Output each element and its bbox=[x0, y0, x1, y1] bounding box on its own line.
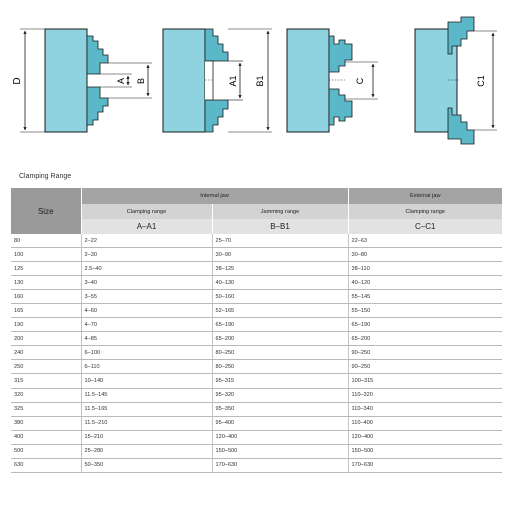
header-col-a: A–A1 bbox=[81, 219, 212, 234]
cell-c-c1: 90–250 bbox=[348, 346, 502, 360]
cell-c-c1: 65–200 bbox=[348, 332, 502, 346]
clamping-range-table bbox=[11, 188, 502, 473]
cell-a-a1: 15–210 bbox=[81, 430, 212, 444]
cell-b-b1: 95–400 bbox=[212, 416, 348, 430]
table-row bbox=[11, 262, 502, 276]
upper-jaw bbox=[448, 17, 474, 54]
cell-b-b1: 95–320 bbox=[212, 388, 348, 402]
chuck-body bbox=[45, 29, 87, 132]
cell-c-c1: 110–340 bbox=[348, 402, 502, 416]
cell-size: 160 bbox=[11, 290, 81, 304]
cell-c-c1: 30–80 bbox=[348, 248, 502, 262]
cell-c-c1: 170–630 bbox=[348, 458, 502, 472]
cell-b-b1: 150–500 bbox=[212, 444, 348, 458]
table-row bbox=[11, 248, 502, 262]
figure-internal-small bbox=[12, 29, 152, 132]
figure-external-large bbox=[415, 17, 497, 144]
table-row bbox=[11, 444, 502, 458]
cell-a-a1: 50–350 bbox=[81, 458, 212, 472]
cell-b-b1: 30–90 bbox=[212, 248, 348, 262]
cell-a-a1: 3–40 bbox=[81, 276, 212, 290]
dim-label-b1: B1 bbox=[255, 75, 265, 87]
cell-a-a1: 4–70 bbox=[81, 318, 212, 332]
cell-a-a1: 3–55 bbox=[81, 290, 212, 304]
header-internal-jaw: Internal jaw bbox=[81, 188, 348, 204]
cell-size: 125 bbox=[11, 262, 81, 276]
lower-jaw bbox=[205, 100, 228, 132]
dim-label-c1: C1 bbox=[476, 75, 486, 87]
cell-c-c1: 90–250 bbox=[348, 360, 502, 374]
header-clamping-range-internal: Clamping range bbox=[81, 204, 212, 219]
table-row bbox=[11, 304, 502, 318]
cell-a-a1: 4–60 bbox=[81, 304, 212, 318]
chuck-body bbox=[163, 29, 205, 132]
header-external-jaw: External jaw bbox=[348, 188, 502, 204]
cell-size: 380 bbox=[11, 416, 81, 430]
table-row bbox=[11, 430, 502, 444]
cell-b-b1: 95–315 bbox=[212, 374, 348, 388]
lower-jaw bbox=[448, 108, 474, 144]
cell-b-b1: 38–125 bbox=[212, 262, 348, 276]
header-clamping-range-external: Clamping range bbox=[348, 204, 502, 219]
lower-jaw bbox=[87, 87, 108, 125]
cell-c-c1: 38–110 bbox=[348, 262, 502, 276]
cell-size: 240 bbox=[11, 346, 81, 360]
cell-a-a1: 10–140 bbox=[81, 374, 212, 388]
cell-size: 165 bbox=[11, 304, 81, 318]
chuck-jaw-diagram bbox=[0, 0, 512, 170]
figure-external-small bbox=[287, 29, 378, 132]
cell-b-b1: 40–130 bbox=[212, 276, 348, 290]
cell-b-b1: 120–400 bbox=[212, 430, 348, 444]
figure-internal-large bbox=[163, 29, 272, 132]
header-col-b: B–B1 bbox=[212, 219, 348, 234]
cell-a-a1: 11.5–210 bbox=[81, 416, 212, 430]
cell-b-b1: 80–250 bbox=[212, 346, 348, 360]
cell-b-b1: 170–630 bbox=[212, 458, 348, 472]
table-row bbox=[11, 276, 502, 290]
cell-a-a1: 6–110 bbox=[81, 360, 212, 374]
cell-c-c1: 40–120 bbox=[348, 276, 502, 290]
cell-size: 100 bbox=[11, 248, 81, 262]
upper-jaw bbox=[87, 36, 108, 74]
header-col-c: C–C1 bbox=[348, 219, 502, 234]
lower-jaw bbox=[329, 89, 352, 125]
header-size: Size bbox=[11, 188, 81, 234]
cell-c-c1: 150–500 bbox=[348, 444, 502, 458]
cell-b-b1: 25–70 bbox=[212, 234, 348, 248]
cell-size: 320 bbox=[11, 388, 81, 402]
dim-label-a1: A1 bbox=[228, 75, 238, 87]
cell-c-c1: 55–145 bbox=[348, 290, 502, 304]
cell-a-a1: 25–280 bbox=[81, 444, 212, 458]
table-row bbox=[11, 388, 502, 402]
cell-b-b1: 50–160 bbox=[212, 290, 348, 304]
dim-label-c: C bbox=[355, 77, 365, 85]
cell-size: 400 bbox=[11, 430, 81, 444]
table-row bbox=[11, 346, 502, 360]
dim-label-d: D bbox=[12, 77, 23, 85]
cell-b-b1: 95–350 bbox=[212, 402, 348, 416]
table-row bbox=[11, 332, 502, 346]
cell-c-c1: 100–315 bbox=[348, 374, 502, 388]
upper-jaw bbox=[329, 36, 352, 72]
cell-c-c1: 22–63 bbox=[348, 234, 502, 248]
chuck-body bbox=[287, 29, 329, 132]
cell-size: 250 bbox=[11, 360, 81, 374]
cell-a-a1: 2.5–40 bbox=[81, 262, 212, 276]
cell-size: 630 bbox=[11, 458, 81, 472]
cell-c-c1: 110–320 bbox=[348, 388, 502, 402]
table-row bbox=[11, 402, 502, 416]
cell-size: 315 bbox=[11, 374, 81, 388]
cell-size: 130 bbox=[11, 276, 81, 290]
cell-c-c1: 55–150 bbox=[348, 304, 502, 318]
cell-c-c1: 65–190 bbox=[348, 318, 502, 332]
table-row bbox=[11, 234, 502, 248]
cell-a-a1: 6–100 bbox=[81, 346, 212, 360]
table-row bbox=[11, 458, 502, 472]
cell-b-b1: 80–250 bbox=[212, 360, 348, 374]
cell-size: 80 bbox=[11, 234, 81, 248]
dim-label-a: A bbox=[116, 77, 126, 85]
section-caption: Clamping Range bbox=[19, 173, 72, 180]
cell-b-b1: 52–165 bbox=[212, 304, 348, 318]
header-jamming-range: Jamming range bbox=[212, 204, 348, 219]
cell-a-a1: 2–22 bbox=[81, 234, 212, 248]
cell-a-a1: 11.5–145 bbox=[81, 388, 212, 402]
cell-a-a1: 4–85 bbox=[81, 332, 212, 346]
table-row bbox=[11, 360, 502, 374]
cell-size: 190 bbox=[11, 318, 81, 332]
cell-b-b1: 65–200 bbox=[212, 332, 348, 346]
cell-a-a1: 2–30 bbox=[81, 248, 212, 262]
upper-jaw bbox=[205, 29, 228, 61]
cell-size: 500 bbox=[11, 444, 81, 458]
cell-a-a1: 11.5–165 bbox=[81, 402, 212, 416]
cell-size: 200 bbox=[11, 332, 81, 346]
table-row bbox=[11, 318, 502, 332]
table-row bbox=[11, 374, 502, 388]
cell-c-c1: 120–400 bbox=[348, 430, 502, 444]
cell-c-c1: 110–400 bbox=[348, 416, 502, 430]
table-row bbox=[11, 290, 502, 304]
cell-size: 325 bbox=[11, 402, 81, 416]
dim-label-b: B bbox=[136, 77, 146, 85]
table-row bbox=[11, 416, 502, 430]
cell-b-b1: 65–190 bbox=[212, 318, 348, 332]
